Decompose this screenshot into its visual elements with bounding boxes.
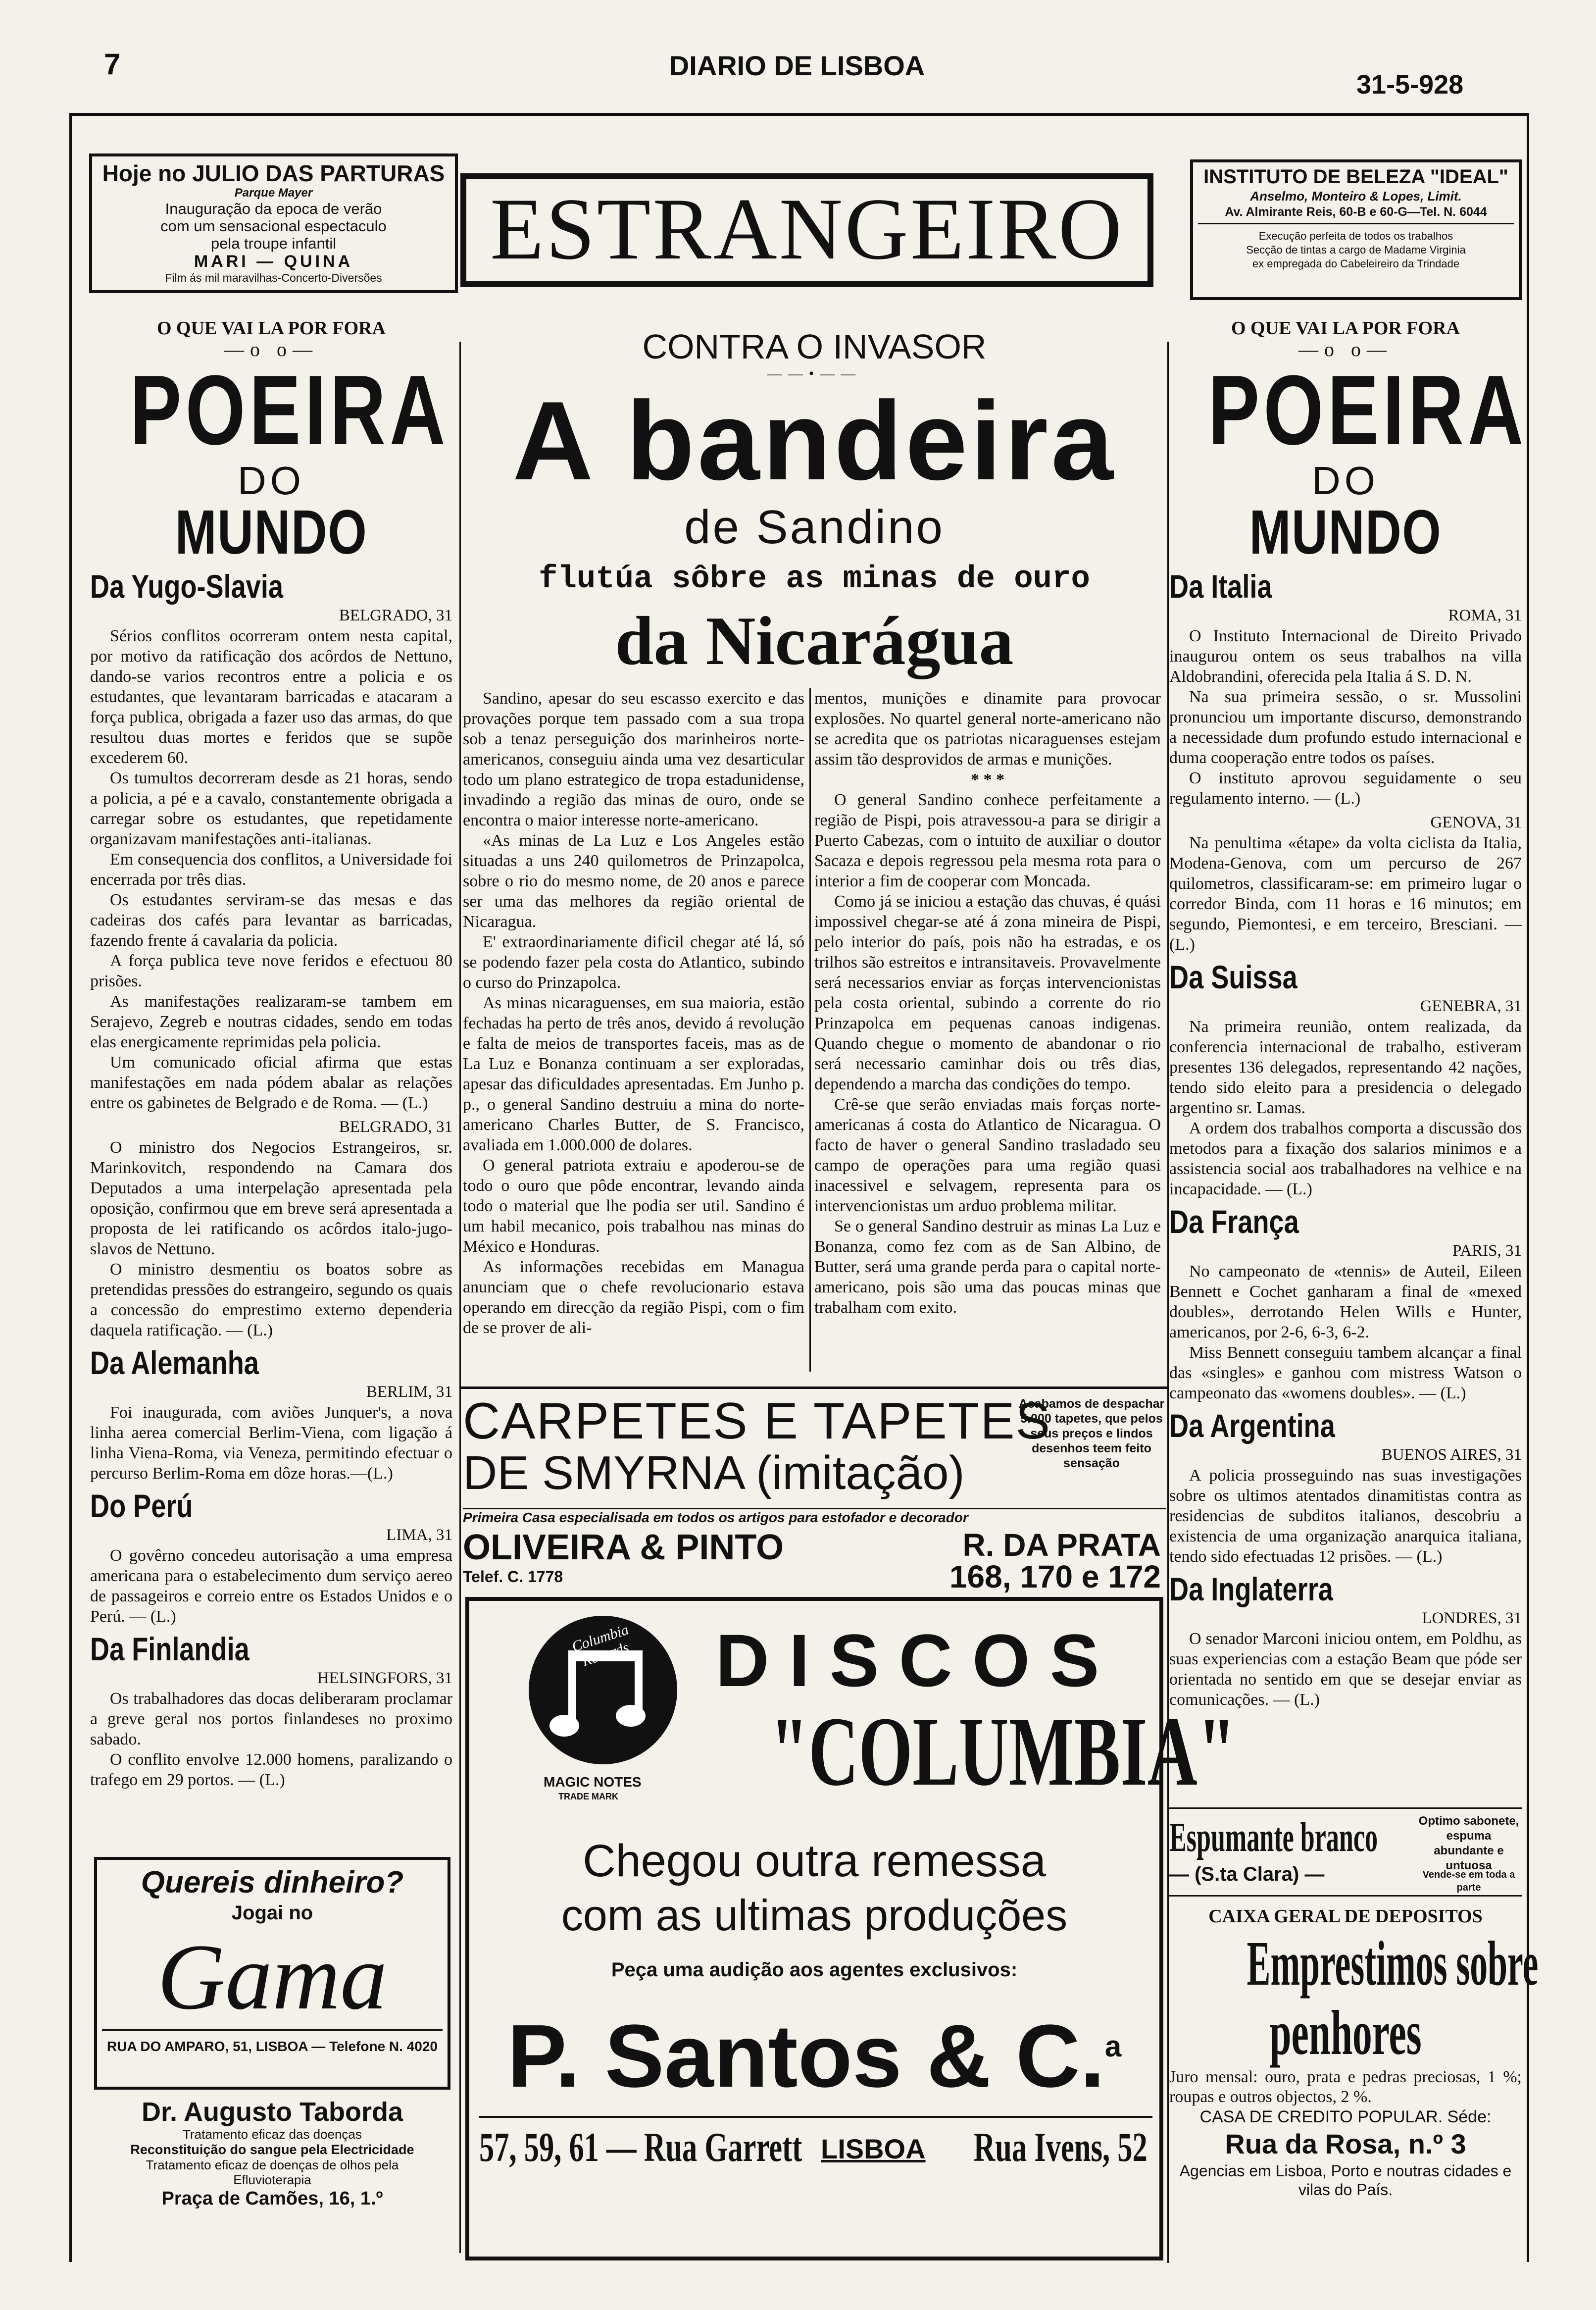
ad-carpetes-addr2: 168, 170 e 172 <box>949 1559 1161 1594</box>
right-s5-head: Da Inglaterra <box>1169 1571 1333 1607</box>
center-a-p1: Sandino, apesar do seu escasso exercito e das provações porque tem passado com a sua tropa sob a tenaz perseguição dos marinheiros norte-americanos, conseguiu ainda uma vez desarticular todo um plano estrategico de tropa estadunidense, invadindo a região das minas de ouro, onde se encontra o maior interesse norte-americano. <box>463 689 804 829</box>
left-s4-place: HELSINGFORS, 31 <box>317 1669 452 1687</box>
center-b-stars: * * * <box>971 770 1004 789</box>
right-s2-p2: A ordem dos trabalhos comporta a discussão dos metodos para a fixação dos salarios minimos e a assistencia social aos trabalhadores na velhice e na incapacidade. — (L.) <box>1169 1119 1522 1198</box>
left-s1-p6: As manifestações realizaram-se tambem em Serajevo, Zegreb e noutras cidades, sendo em todas elas energicamente reprimidas pela policia. <box>90 992 452 1051</box>
right-s4-place: BUENOS AIRES, 31 <box>1381 1446 1522 1464</box>
right-s3-place: PARIS, 31 <box>1452 1242 1522 1260</box>
ad-carpetes-firm-row <box>463 1528 1166 1592</box>
center-ornament: ——•—— <box>767 365 862 382</box>
col-rule-1 <box>459 342 461 1342</box>
ad-discos-addr-c: Rua Ivens, 52 <box>973 2124 1147 2170</box>
ad-hoje-line3: Inauguração da epoca de verão <box>165 200 382 217</box>
center-head4: da Nicarágua <box>615 603 1014 679</box>
ad-instituto-line1: Execução perfeita de todos os trabalhos <box>1258 230 1453 242</box>
ad-carpetes-addr1: R. DA PRATA <box>962 1527 1161 1563</box>
ad-discos-l4: com as ultimas produções <box>561 1891 1068 1940</box>
ad-gama-logo: Gama <box>157 1925 388 2029</box>
left-s3-head: Do Perú <box>90 1488 193 1524</box>
columbia-label: Columbia Records <box>570 1621 631 1670</box>
ad-gama <box>94 1857 450 2090</box>
left-s4-p1: Os trabalhadores das docas deliberaram proclamar a greve geral nos portos finlandeses no proximo sabado. <box>90 1690 452 1748</box>
center-b-p2: O general Sandino conhece perfeitamente a região de Pispi, pois atravessou-a para se dirigir a Puerto Cabezas, com o intuito de auxiliar o doutor Sacaza e depois regressou pela mesma rota para o interior a fim de cooperar com Moncada. <box>814 791 1161 890</box>
left-ornament: —o o— <box>224 338 318 360</box>
ad-espumante-title: Espumante branco <box>1169 1814 1378 1860</box>
ad-carpetes-firm: OLIVEIRA & PINTO <box>463 1528 784 1567</box>
left-kicker: O QUE VAI LA POR FORA <box>156 318 386 339</box>
ad-caixa-p3: Agencias em Lisboa, Porto e noutras cidades e vilas do País. <box>1179 2162 1512 2199</box>
right-column <box>1169 317 1528 1710</box>
ad-instituto-owners: Anselmo, Monteiro & Lopes, Limit. <box>1250 189 1462 204</box>
center-b-p5: Se o general Sandino destruir as minas La Luz e Bonanza, como fez com as de San Albino, de Butter, será uma grande perda para o capital norte-americano, pois são uma das poucas minas que trabalham com exito. <box>814 1217 1161 1317</box>
ad-instituto <box>1190 159 1522 300</box>
left-s1-place2: BELGRADO, 31 <box>339 1118 452 1136</box>
left-s1-p9: O ministro desmentiu os boatos sobre as pretendidas pressões do estrangeiro, segundo os quais a concessão do emprestimo externo dependeria daquela ratificação. — (L.) <box>90 1260 452 1339</box>
ad-taborda-l1: Tratamento eficaz das doenças <box>183 2127 362 2142</box>
right-kicker: O QUE VAI LA POR FORA <box>1231 318 1460 339</box>
right-s3-p2: Miss Bennett conseguiu tambem alcançar a final das «singles» e ganhou com mistress Watson o campeonato das «womens doubles». — (L.) <box>1169 1343 1522 1402</box>
ad-discos-addr-a: 57, 59, 61 — Rua Garrett <box>479 2124 802 2170</box>
right-s1-place: ROMA, 31 <box>1448 607 1522 624</box>
right-title-poeira: POEIRA <box>1208 355 1528 465</box>
right-s1-p1: O Instituto Internacional de Direito Privado inaugurou ontem os seus trabalhos na villa Aldobrandini, oferecida pela Italia á S. D. N. <box>1169 627 1522 686</box>
ad-espumante <box>1169 1807 1522 1897</box>
left-s1-place: BELGRADO, 31 <box>339 607 452 624</box>
ad-carpetes <box>463 1394 1166 1542</box>
left-s4-body <box>90 1689 452 1790</box>
left-s2-body <box>90 1402 452 1484</box>
left-s1-p8: O ministro dos Negocios Estrangeiros, sr. Marinkovitch, respondendo na Camara dos Deputados a uma interpelação apresentada pela oposição, confirmou que em breve será apresentada a proposta de lei ratificando os acôrdos italo-jugo-slavos de Nettuno. <box>90 1138 452 1258</box>
left-s2-place: BERLIM, 31 <box>366 1383 452 1401</box>
ad-caixa-t2: penhores <box>1269 1998 1422 2068</box>
right-title-do: DO <box>1312 459 1379 503</box>
center-a-p4: As minas nicaraguenses, em sua maioria, estão fechadas ha perto de três anos, devido á revolução e falta de meios de transportes faceis, mas as de La Luz e Bonanza continuam a ser exploradas, apesar das dificuldades apresentadas. Em Junho p. p., o general Sandino destruiu a mina do norte-americano Charles Butter, de S. Francisco, avaliada em 1.000.000 de dolares. <box>463 994 804 1154</box>
right-s1-place2: GENOVA, 31 <box>1430 814 1522 831</box>
center-col-b <box>814 688 1161 1318</box>
right-s4-head: Da Argentina <box>1169 1407 1335 1444</box>
ad-instituto-title: INSTITUTO DE BELEZA "IDEAL" <box>1203 166 1508 188</box>
ad-taborda-l2: Reconstituição do sangue pela Electricidade <box>130 2142 414 2157</box>
left-title-poeira: POEIRA <box>130 355 449 465</box>
ad-instituto-address: Av. Almirante Reis, 60-B e 60-G—Tel. N. 6044 <box>1198 204 1514 224</box>
ad-discos <box>465 1597 1236 2260</box>
right-s1-head: Da Italia <box>1169 568 1272 605</box>
banner-title: ESTRANGEIRO <box>490 180 1124 278</box>
left-title-mundo: MUNDO <box>175 497 368 567</box>
ad-hoje-line4: com um sensacional espectaculo <box>160 217 387 235</box>
ad-taborda-l4: Efluvioterapia <box>233 2172 311 2187</box>
ad-caixa <box>1169 1904 1539 2199</box>
center-head2: de Sandino <box>684 501 945 554</box>
trade-mark: TRADE MARK <box>558 1792 618 1801</box>
right-s2-head: Da Suissa <box>1169 959 1297 995</box>
right-s1-p3: O instituto aprovou seguidamente o seu regulamento interno. — (L.) <box>1169 769 1522 808</box>
ad-discos-l1: DISCOS <box>715 1619 1119 1702</box>
center-b-p1: mentos, munições e dinamite para provocar explosões. No quartel general norte-americano não se acredita que os patriotas nicaraguenses estejam assim tão desprovidos de armas e munições. <box>814 689 1161 769</box>
left-s1-body2 <box>90 1137 452 1340</box>
issue-date: 31-5-928 <box>1356 70 1464 100</box>
ad-gama-address: RUA DO AMPARO, 51, LISBOA — Telefone N. 4020 <box>102 2029 443 2056</box>
right-s3-body <box>1169 1261 1522 1403</box>
center-split-rule <box>809 688 811 1372</box>
right-s4-p1: A policia prosseguindo nas suas investigações sobre os ultimos atentados dinamitistas contra as residencias de subditos italianos, descobriu a existencia de uma organização anarquica italiana, tendo sido efectuadas 12 prisões. — (L.) <box>1169 1466 1522 1566</box>
ad-caixa-kicker: CAIXA GERAL DE DEPOSITOS <box>1208 1906 1483 1927</box>
ad-instituto-line3: ex empregada do Cabeleireiro da Trindade <box>1252 257 1460 270</box>
section-banner <box>460 173 1153 287</box>
ad-carpetes-strip: Primeira Casa especialisada em todos os artigos para estofador e decorador <box>463 1508 1166 1526</box>
center-col-a <box>463 688 804 1338</box>
ad-gama-question: Quereis dinheiro? <box>141 1865 404 1899</box>
center-b-p3: Como já se iniciou a estação das chuvas, é quási impossivel chegar-se até á zona mineira de Pispi, pelo interior do país, pois não ha estradas, e os trilhos são estreitos e intransitaveis. Provavelmente será necessarios enviar as forças intervencionistas pela costa oriental, subindo a corrente do rio Prinzapolca em pequenas canoas indigenas. Quando chegue o momento de abandonar o rio será necessario caminhar dois ou três dias, dependendo a marcha das condições do tempo. <box>814 892 1161 1093</box>
col-rule-2 <box>1167 342 1169 2263</box>
ad-hoje <box>89 154 458 293</box>
left-s3-p1: O govêrno concedeu autorisação a uma empresa americana para o estabelecimento dum serviço aereo de passageiros e correio entre os Estados Unidos e o Perú. — (L.) <box>90 1546 452 1626</box>
right-s1-p4: Na penultima «étape» da volta ciclista da Italia, Modena-Genova, com um percurso de 267 quilometros, classificaram-se: em primeiro lugar o corredor Binda, com 11 horas e 16 minutos; em segundo, Piemontesi, e em terceiro, Bresciani. — (L.) <box>1169 834 1522 954</box>
right-ornament: —o o— <box>1298 338 1393 360</box>
center-kicker: CONTRA O INVASOR <box>642 327 987 366</box>
right-s1-p2: Na sua primeira sessão, o sr. Mussolini pronunciou um importante discurso, demonstrando a necessidade dum profundo estudo internacional e duma cooperação entre todos os países. <box>1169 688 1522 767</box>
ad-discos-l5: Peça uma audição aos agentes exclusivos: <box>611 1959 1018 1981</box>
left-s2-head: Da Alemanha <box>90 1344 259 1381</box>
ad-discos-addr-b: LISBOA <box>821 2133 926 2164</box>
ad-discos-firm: P. Santos & C. <box>507 2006 1105 2106</box>
center-head3: flutúa sôbre as minas de ouro <box>539 562 1090 597</box>
frame-left <box>69 113 72 2262</box>
center-bottom-rule <box>459 1386 1167 1389</box>
left-s4-p2: O conflito envolve 12.000 homens, paralizando o trafego em 29 portos. — (L.) <box>90 1750 452 1789</box>
center-a-p3: E' extraordinariamente dificil chegar até lá, só se podendo fazer pela costa do Atlantico, subindo o curso do Prinzapolca. <box>463 933 804 992</box>
left-s2-p1: Foi inaugurada, com aviões Junquer's, a nova linha aerea comercial Berlim-Viena, com ligação á linha Viena-Roma, via Veneza, permitindo efectuar o percurso Berlim-Roma em dôze horas.—(L.) <box>90 1403 452 1483</box>
center-a-p2: «As minas de La Luz e Los Angeles estão situadas a uns 240 quilometros de Prinzapolca, sobre o rio do mesmo nome, de 20 anos e parece ser uma das melhores da região oriental de Nicaragua. <box>463 831 804 931</box>
left-s1-p3: Em consequencia dos conflitos, a Universidade foi encerrada por três dias. <box>90 850 452 889</box>
ad-espumante-sub: — (S.ta Clara) — <box>1169 1863 1325 1885</box>
left-s3-place: LIMA, 31 <box>386 1526 452 1544</box>
left-s4-head: Da Finlandia <box>90 1631 249 1667</box>
magic-notes: MAGIC NOTES <box>544 1774 642 1790</box>
ad-taborda-l3: Tratamento eficaz de doenças de olhos pela <box>146 2157 399 2172</box>
ad-carpetes-l1: CARPETES E TAPETES <box>463 1392 1051 1450</box>
left-s1-body <box>90 626 452 1113</box>
right-s2-p1: Na primeira reunião, ontem realizada, da conferencia internacional de trabalho, estiveram presentes 136 delegados, representando 42 nações, tendo sido eleito para a presidencia o delegado argentino sr. Lamas. <box>1169 1018 1522 1117</box>
left-s3-body <box>90 1545 452 1627</box>
ad-caixa-p1: Juro mensal: ouro, prata e pedras preciosas, 1 %; roupas e outros objectos, 2 %. <box>1169 2068 1522 2106</box>
ad-discos-l6 <box>469 1997 1159 2106</box>
right-s4-body <box>1169 1465 1522 1567</box>
page-number: 7 <box>104 48 121 81</box>
right-s5-body <box>1169 1629 1522 1710</box>
ad-discos-firm-sup: a <box>1104 2030 1122 2063</box>
newspaper-name: DIARIO DE LISBOA <box>669 50 925 81</box>
ad-taborda-l5: Praça de Camões, 16, 1.º <box>161 2188 383 2209</box>
right-s1-body2 <box>1169 833 1522 955</box>
right-s1-body <box>1169 626 1522 809</box>
ad-discos-address-row <box>479 2116 1152 2175</box>
ad-caixa-p2: CASA DE CREDITO POPULAR. Séde: <box>1199 2107 1492 2126</box>
ad-espumante-r2: Vende-se em toda a parte <box>1422 1869 1515 1893</box>
ad-carpetes-l2: DE SMYRNA (imitação) <box>463 1446 965 1499</box>
ad-hoje-line6: MARI — QUINA <box>194 252 353 271</box>
right-s3-head: Da França <box>1169 1203 1299 1240</box>
ad-discos-l3: Chegou outra remessa <box>583 1836 1046 1886</box>
header-rule <box>69 113 1527 116</box>
right-s3-p1: No campeonato de «tennis» de Auteil, Eileen Bennett e Cochet ganharam a final de «mexed doubles», derrotando Helen Wills e Hunter, americanos, por 2-6, 6-3, 6-2. <box>1169 1262 1522 1341</box>
col-rule-3 <box>459 1342 461 2253</box>
ad-hoje-line2: Parque Mayer <box>234 186 313 200</box>
right-s2-body <box>1169 1017 1522 1199</box>
left-title-do: DO <box>238 459 305 503</box>
ad-gama-sub: Jogai no <box>231 1902 313 1924</box>
left-column <box>90 317 452 1790</box>
left-s1-p5: A força publica teve nove feridos e efectuou 80 prisões. <box>90 952 452 990</box>
left-s1-p4: Os estudantes serviram-se das mesas e das cadeiras dos cafés para levantar as barricadas, fazendo frente á cavalaria da policia. <box>90 891 452 950</box>
left-s1-head: Da Yugo-Slavia <box>90 568 284 605</box>
left-s1-p7: Um comunicado oficial afirma que estas manifestações em nada pódem abalar as relações entre os gabinetes de Belgrado e de Roma. — (L.) <box>90 1053 452 1112</box>
left-s1-p1: Sérios conflitos ocorreram ontem nesta capital, por motivo da ratificação dos acôrdos de Nettuno, dando-se varios recontros entre a policia e os estudantes, que levantaram barricadas e atacaram a força publica, obrigada a fazer uso das armas, do que resultou duas mortes e feridos que se supõe excederem 60. <box>90 627 452 767</box>
ad-espumante-r1: Optimo sabonete, espuma abundante e untuosa <box>1418 1814 1519 1872</box>
columbia-record-icon <box>529 1616 677 1764</box>
right-title-mundo: MUNDO <box>1249 497 1442 567</box>
center-headline <box>463 327 1166 678</box>
ad-hoje-line7: Film ás mil maravilhas-Concerto-Diversões <box>165 271 382 284</box>
left-s1-p2: Os tumultos decorreram desde as 21 horas, sendo a policia, a pé e a cavalo, constantemente obrigada a carregar sobre os estudantes, que repetidamente organizavam manifestações anti-italianas. <box>90 769 452 848</box>
center-head1: A bandeira <box>512 378 1116 503</box>
center-a-p5: O general patriota extraiu e apoderou-se de todo o ouro que pôde encontrar, levando ainda todo o material que lhe podia ser util. Sandino é um habil mecanico, pois trabalhou nas minas do México e Honduras. <box>463 1156 804 1256</box>
right-s5-p1: O senador Marconi iniciou ontem, em Poldhu, as suas experiencias com a estação Beam que póde ser orientada no sentido em que se desejar enviar as comunicações. — (L.) <box>1169 1630 1522 1709</box>
ad-taborda <box>94 2097 450 2210</box>
ad-hoje-line5: pela troupe infantil <box>210 235 337 252</box>
ad-carpetes-side: Acabamos de despachar 5.000 tapetes, que pelos seus preços e lindos desenhos teem feito sensação <box>1018 1397 1165 1470</box>
ad-hoje-line1: Hoje no JULIO DAS PARTURAS <box>102 160 445 186</box>
right-s2-place: GENEBRA, 31 <box>1420 997 1522 1015</box>
ad-caixa-addr: Rua da Rosa, n.º 3 <box>1225 2128 1466 2159</box>
ad-taborda-name: Dr. Augusto Taborda <box>141 2097 403 2127</box>
center-a-p6: As informações recebidas em Managua anunciam que o chefe revolucionario estava operando em direcção da região Pispi, com o fim de se prover de ali- <box>463 1258 804 1337</box>
ad-instituto-line2: Secção de tintas a cargo de Madame Virginia <box>1246 244 1466 256</box>
ad-discos-l2: "COLUMBIA" <box>770 1697 1236 1806</box>
ad-caixa-t1: Emprestimos sobre <box>1247 1928 1539 1999</box>
ad-carpetes-tel: Telef. C. 1778 <box>463 1568 563 1586</box>
center-b-p4: Crê-se que serão enviadas mais forças norte-americanas á costa do Atlantico de Nicaragua. O facto de haver o general Sandino trasladado seu campo de operações para uma região quasi inacessivel e selvagem, representa para os intervencionistas um arduo problema militar. <box>814 1095 1161 1215</box>
right-s5-place: LONDRES, 31 <box>1422 1609 1522 1627</box>
